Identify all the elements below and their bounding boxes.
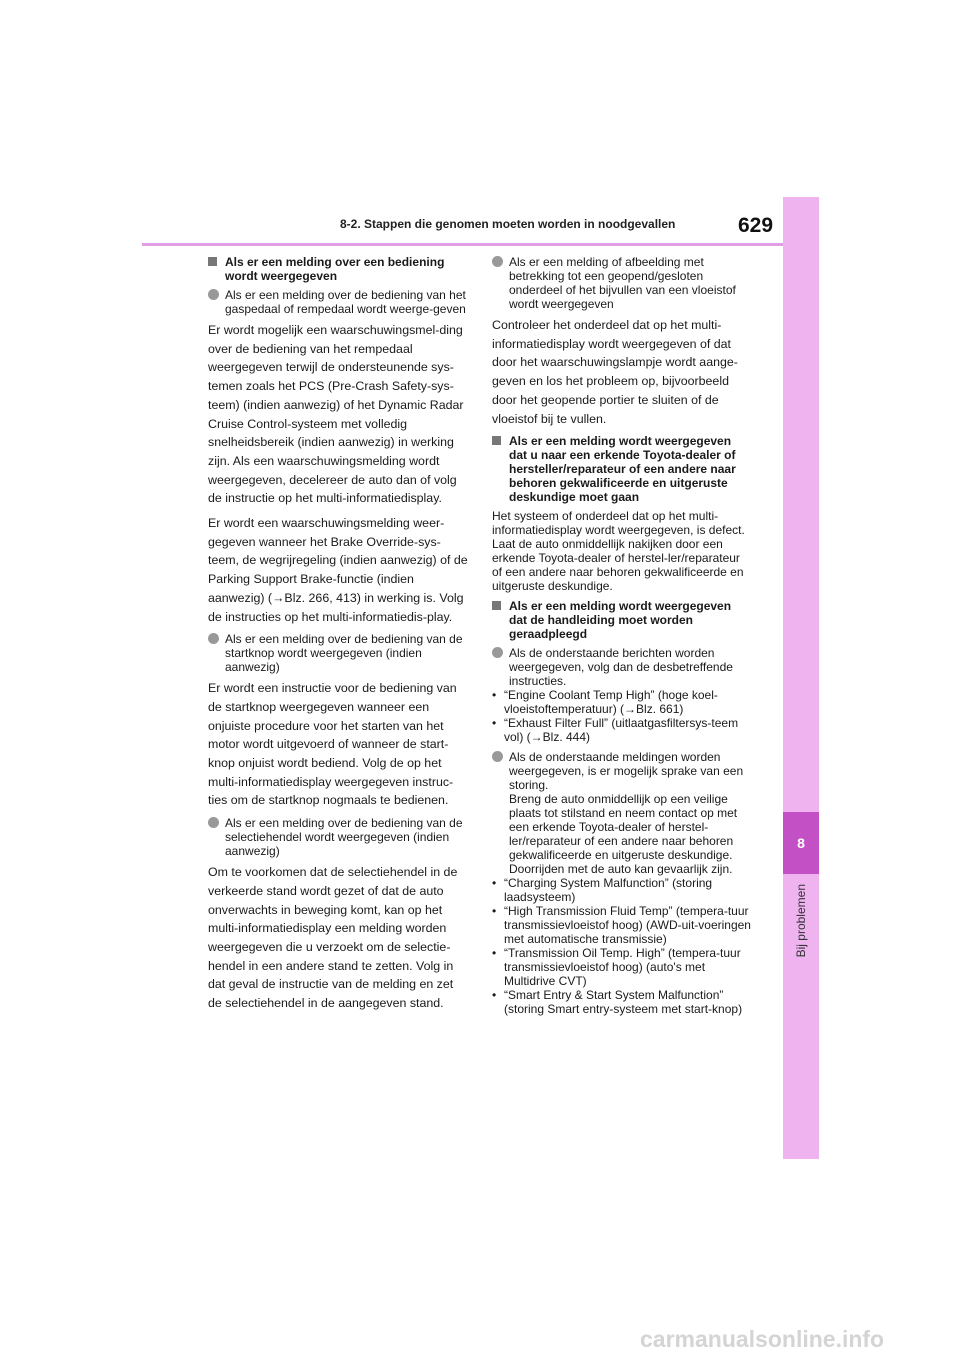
paragraph: Controleer het onderdeel dat op het multi-informatiedisplay wordt weergegeven of dat door het waarschuwingslampje wordt aange-geven en los het probleem op, bijvoorbeeld door het geopende portier te sluiten of de vloeistof bij te vullen. — [492, 318, 738, 426]
bullet-start-button-message — [208, 632, 468, 674]
paragraph: Om te voorkomen dat de selectiehendel in de verkeerde stand wordt gezet of dat de auto onverwachts in beweging komt, kan op het multi-informatiedisplay een melding worden weergegeven die u verzoekt om de selectie-hendel in een andere stand te zetten. Volg in dat geval de instructie van de melding en zet de selectiehendel in de aangegeven stand. — [208, 865, 458, 1011]
round-bullet-icon — [208, 633, 219, 644]
bullet-text: Als er een melding over de bediening van de selectiehendel wordt weergegeven (indien aanwezig) — [225, 816, 463, 859]
square-bullet-icon — [208, 257, 217, 266]
square-bullet-icon — [492, 601, 501, 610]
chapter-title-container — [788, 884, 814, 1084]
paragraph: Het systeem of onderdeel dat op het multi-informatiedisplay wordt weergegeven, is defect. Laat de auto onmiddellijk nakijken door een erkende Toyota-dealer of herstel-ler/reparateur of een andere naar behoren gekwalificeerde en uitgeruste deskundige. — [492, 509, 745, 594]
list-item: • “Charging System Malfunction” (storing laadsysteem) — [492, 876, 752, 904]
heading-visit-dealer — [492, 434, 752, 504]
heading-text: Als er een melding over een bediening wordt weergegeven — [225, 255, 445, 283]
bullet-malfunction — [492, 750, 752, 876]
paragraph: Er wordt mogelijk een waarschuwingsmel-ding over de bediening van het rempedaal weergegeven terwijl de ondersteunende sys-temen zoals het PCS (Pre-Crash Safety-sys-teem) (indien aanwezig) of het Dynamic Radar Cruise Control-systeem met volledig snelheidsbereik (indien aanwezig) in werking zijn. Als een waarschuwingsmelding wordt weergegeven, decelereer de auto dan of volg de instructie op het multi-informatiedisplay. — [208, 323, 464, 506]
list-item: • “Engine Coolant Temp High” (hoge koel-vloeistoftemperatuur) (→Blz. 661) — [492, 688, 752, 716]
heading-text: Als er een melding wordt weergegeven dat u naar een erkende Toyota-dealer of hersteller/reparateur of een andere naar behoren gekwalificeerde en uitgeruste deskundige moet gaan — [509, 434, 736, 505]
header-rule — [142, 243, 783, 246]
bullet-text: Als de onderstaande berichten worden weergegeven, volg dan de desbetreffende instructies. — [509, 646, 733, 689]
bullet-follow-instructions — [492, 646, 752, 688]
bullet-open-part-message — [492, 255, 752, 311]
round-bullet-icon — [492, 751, 503, 762]
list-item: • “Exhaust Filter Full” (uitlaatgasfiltersys-teem vol) (→Blz. 444) — [492, 716, 752, 744]
watermark: carmanualsonline.info — [640, 1326, 885, 1352]
message-list-2 — [492, 876, 752, 1016]
list-item: • “Transmission Oil Temp. High” (tempera-tuur transmissievloeistof hoog) (auto's met Multidrive CVT) — [492, 946, 752, 988]
round-bullet-icon — [492, 647, 503, 658]
right-column — [492, 255, 752, 1022]
list-item: • “High Transmission Fluid Temp” (tempera-tuur transmissievloeistof hoog) (AWD-uit-voeringen met automatische transmissie) — [492, 904, 752, 946]
bullet-shift-lever-message — [208, 816, 468, 858]
bullet-text: Als er een melding over de bediening van het gaspedaal of rempedaal wordt weerge-geven — [225, 288, 466, 316]
bullet-text: Als er een melding over de bediening van de startknop wordt weergegeven (indien aanwezig) — [225, 632, 463, 675]
list-item: • “Smart Entry & Start System Malfunction” (storing Smart entry-systeem met start-knop) — [492, 988, 752, 1016]
message-list-1 — [492, 688, 752, 744]
heading-text: Als er een melding wordt weergegeven dat de handleiding moet worden geraadpleegd — [509, 599, 732, 642]
bullet-text: Als er een melding of afbeelding met betrekking tot een geopend/gesloten onderdeel of het bijvullen van een vloeistof wordt weergegeven — [509, 255, 736, 311]
bullet-pedal-message — [208, 288, 468, 316]
square-bullet-icon — [492, 436, 501, 445]
bullet-text: Als de onderstaande meldingen worden weergegeven, is er mogelijk sprake van een storing. — [509, 750, 744, 793]
chapter-number-box — [783, 812, 819, 874]
chapter-title: Bij problemen — [794, 884, 808, 958]
paragraph: Er wordt een waarschuwingsmelding weer-gegeven wanneer het Brake Override-sys-teem, de wegrijregeling (indien aanwezig) of de Parking Support Brake-functie (indien aanwezig) (→Blz. 266, 413) in werking is. Volg de instructies op het multi-informatiedis-play. — [208, 516, 468, 624]
malfunction-instruction: Breng de auto onmiddellijk op een veilige plaats tot stilstand en neem contact op met een erkende Toyota-dealer of herstel-ler/reparateur of een andere naar behoren gekwalificeerde en uitgeruste deskundige. Doorrijden met de auto kan gevaarlijk zijn. — [509, 792, 738, 877]
round-bullet-icon — [208, 289, 219, 300]
heading-operation-message — [208, 255, 468, 283]
chapter-number: 8 — [797, 835, 805, 851]
page-number: 629 — [738, 214, 774, 237]
round-bullet-icon — [208, 817, 219, 828]
round-bullet-icon — [492, 256, 503, 267]
section-heading: 8-2. Stappen die genomen moeten worden in noodgevallen — [340, 217, 676, 231]
paragraph: Er wordt een instructie voor de bediening van de startknop weergegeven wanneer een onjuiste procedure voor het starten van het motor wordt uitgevoerd of wanneer de start-knop onjuist wordt bediend. Volg de op het multi-informatiedisplay weergegeven instruc-ties om de startknop nogmaals te bedienen. — [208, 681, 457, 808]
left-column — [208, 255, 468, 1019]
heading-consult-manual — [492, 599, 752, 641]
